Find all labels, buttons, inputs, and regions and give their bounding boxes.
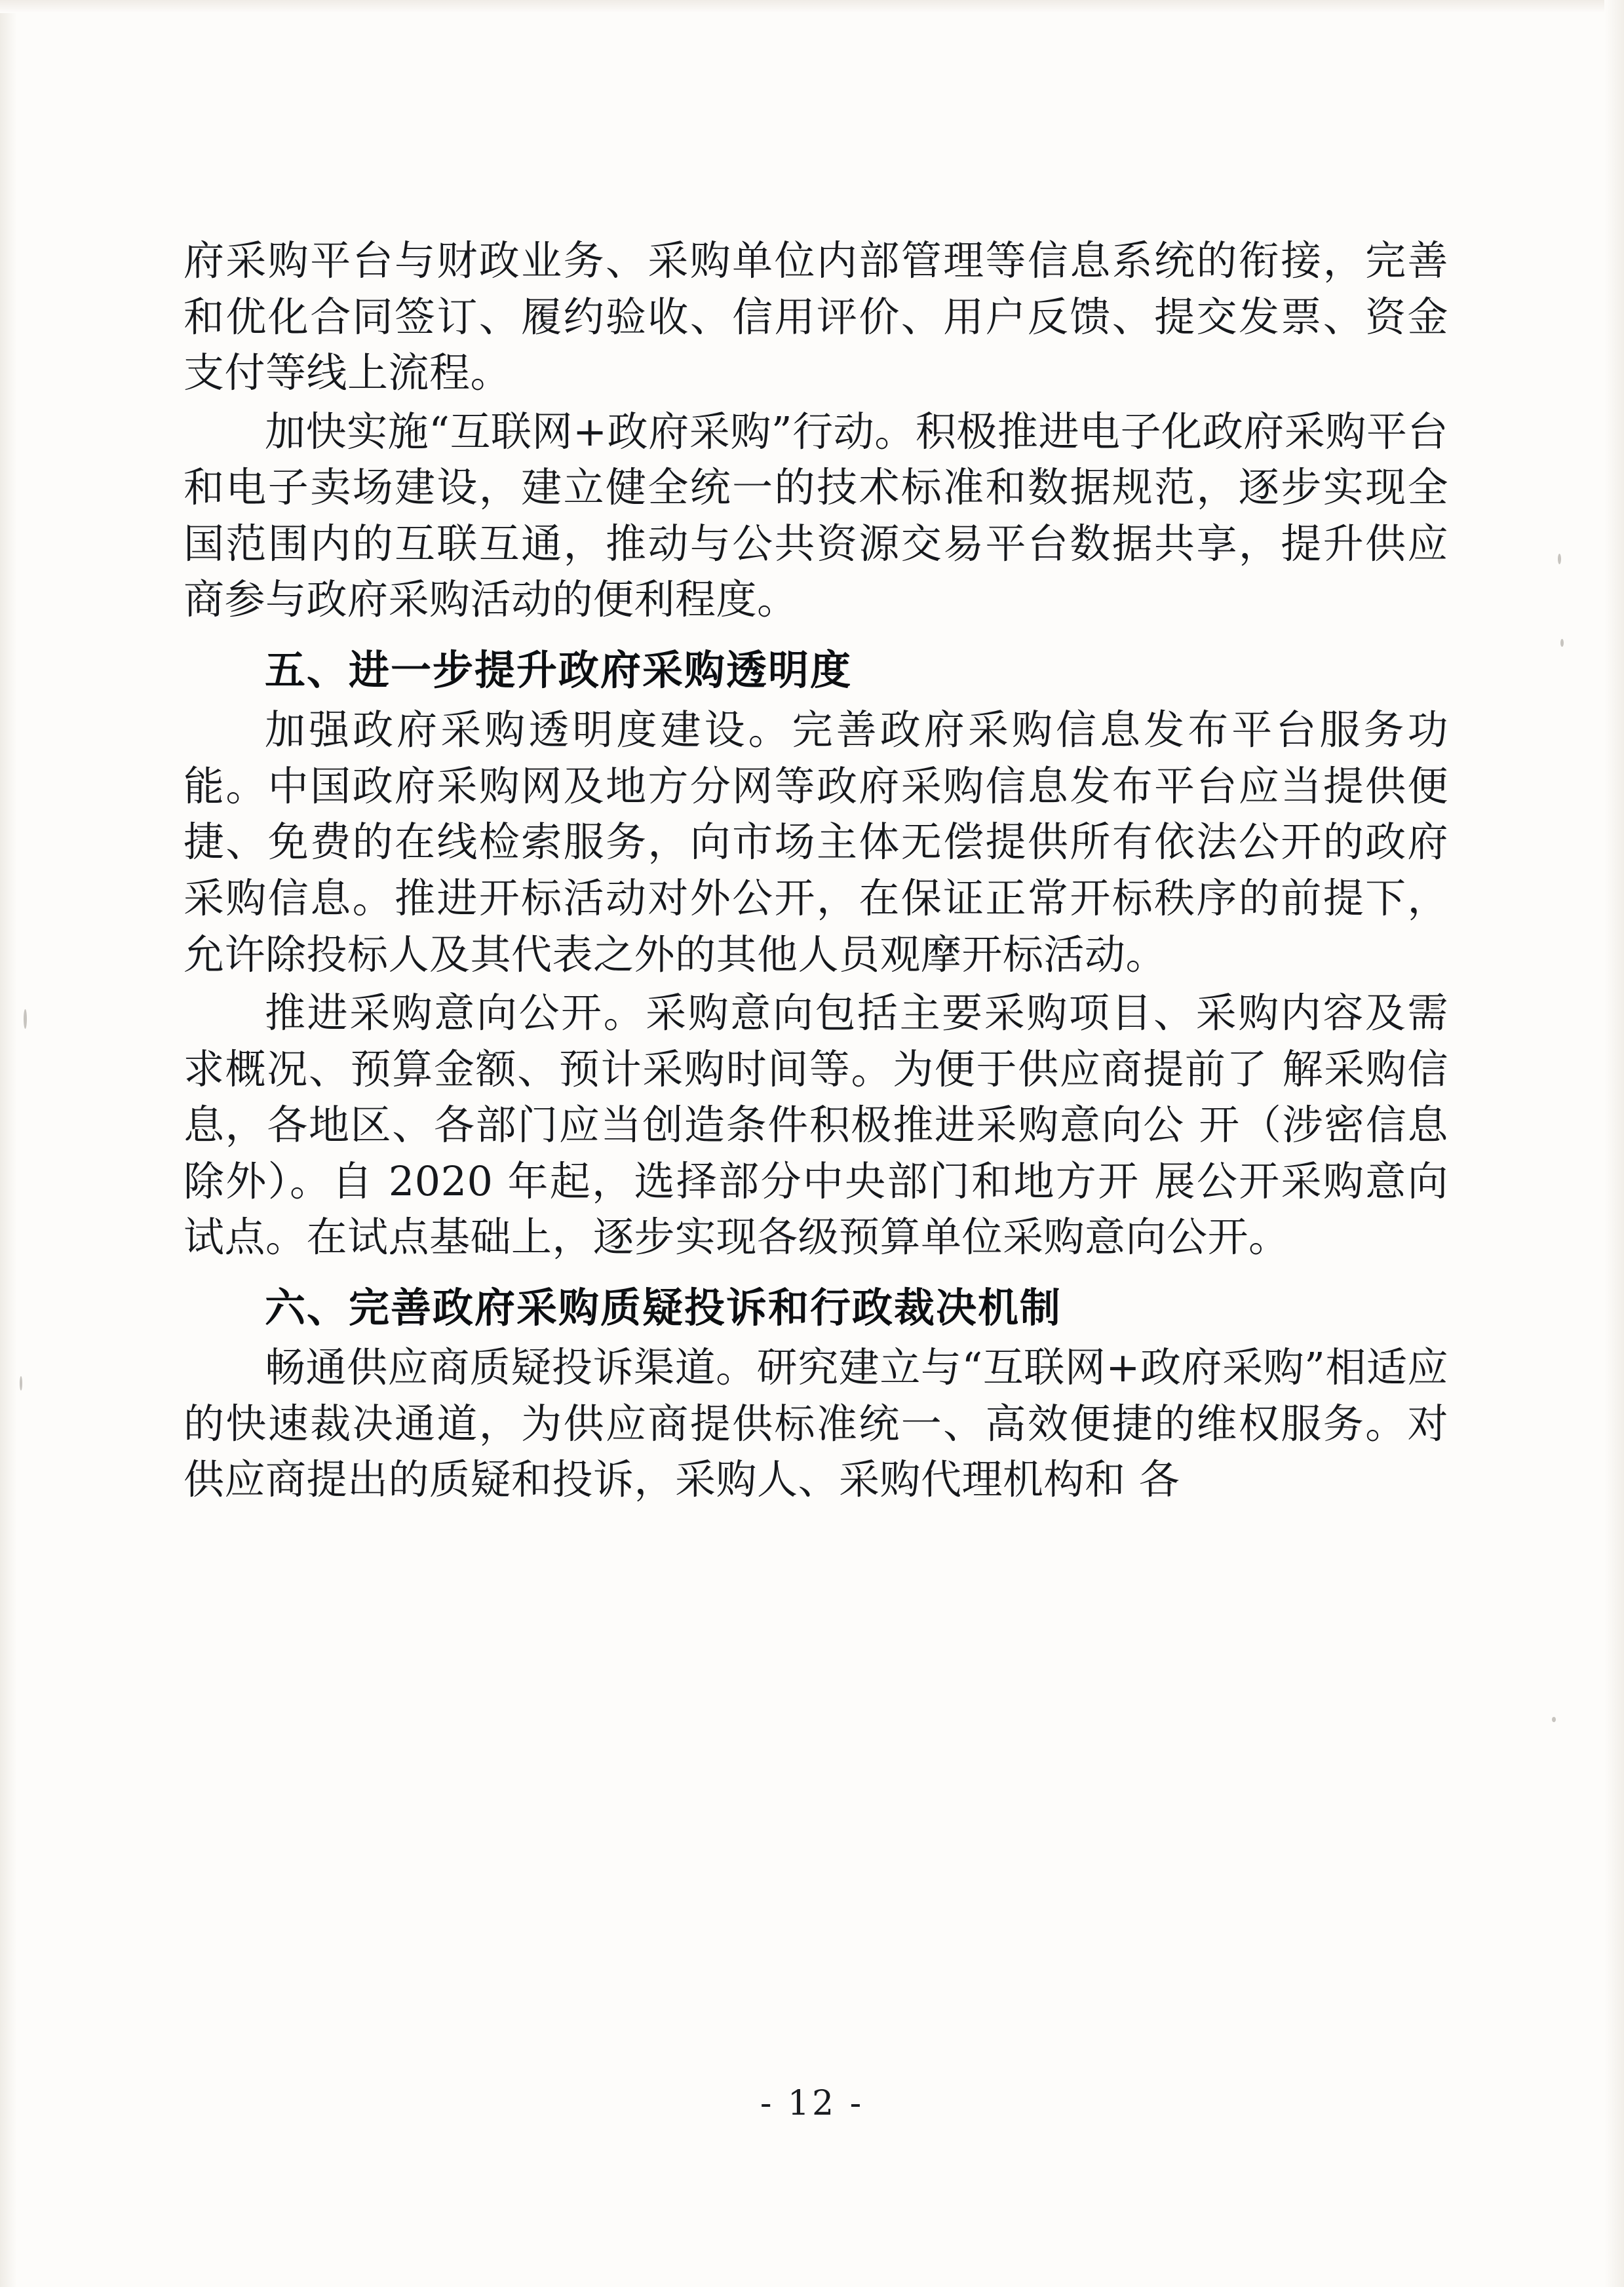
scan-speckle bbox=[24, 1009, 27, 1029]
section-heading-five: 五、进一步提升政府采购透明度 bbox=[265, 645, 853, 694]
body-paragraph: 推进采购意向公开。采购意向包括主要采购项目、采购内容及需求概况、预算金额、预计采购时间等。为便于供应商提前了 解采购信息，各地区、各部门应当创造条件积极推进采购意向公 开（涉密信息除外）。自 2020 年起，选择部分中央部门和地方开 展公开采购意向试点。在试点基础上，逐步实现各级预算单位采购意向公开。 bbox=[184, 989, 1448, 1261]
scan-edge-top bbox=[0, 0, 1624, 13]
scan-speckle bbox=[1560, 639, 1564, 647]
scan-speckle bbox=[20, 1376, 22, 1391]
scan-speckle bbox=[1552, 1717, 1556, 1722]
body-paragraph: 府采购平台与财政业务、采购单位内部管理等信息系统的衔接，完善和优化合同签订、履约验收、信用评价、用户反馈、提交发票、资金支付等线上流程。 bbox=[184, 237, 1448, 397]
scan-edge-left bbox=[0, 0, 17, 2287]
scan-edge-right bbox=[1604, 0, 1624, 2287]
body-paragraph: 畅通供应商质疑投诉渠道。研究建立与“互联网+政府采购”相适应的快速裁决通道，为供应商提供标准统一、高效便捷的维权服务。对供应商提出的质疑和投诉，采购人、采购代理机构和 各 bbox=[184, 1343, 1448, 1504]
section-heading-six: 六、完善政府采购质疑投诉和行政裁决机制 bbox=[265, 1283, 1062, 1332]
body-paragraph: 加快实施“互联网+政府采购”行动。积极推进电子化政府采购平台和电子卖场建设，建立健全统一的技术标准和数据规范，逐步实现全国范围内的互联互通，推动与公共资源交易平台数据共享，提升供应商参与政府采购活动的便利程度。 bbox=[184, 407, 1448, 624]
scan-speckle bbox=[1558, 554, 1561, 564]
page-number: - 12 - bbox=[760, 2084, 864, 2123]
document-body bbox=[184, 233, 1448, 1510]
body-paragraph: 加强政府采购透明度建设。完善政府采购信息发布平台服务功能。中国政府采购网及地方分网等政府采购信息发布平台应当提供便捷、免费的在线检索服务，向市场主体无偿提供所有依法公开的政府采购信息。推进开标活动对外公开，在保证正常开标秩序的前提下，允许除投标人及其代表之外的其他人员观摩开标活动。 bbox=[184, 706, 1448, 978]
